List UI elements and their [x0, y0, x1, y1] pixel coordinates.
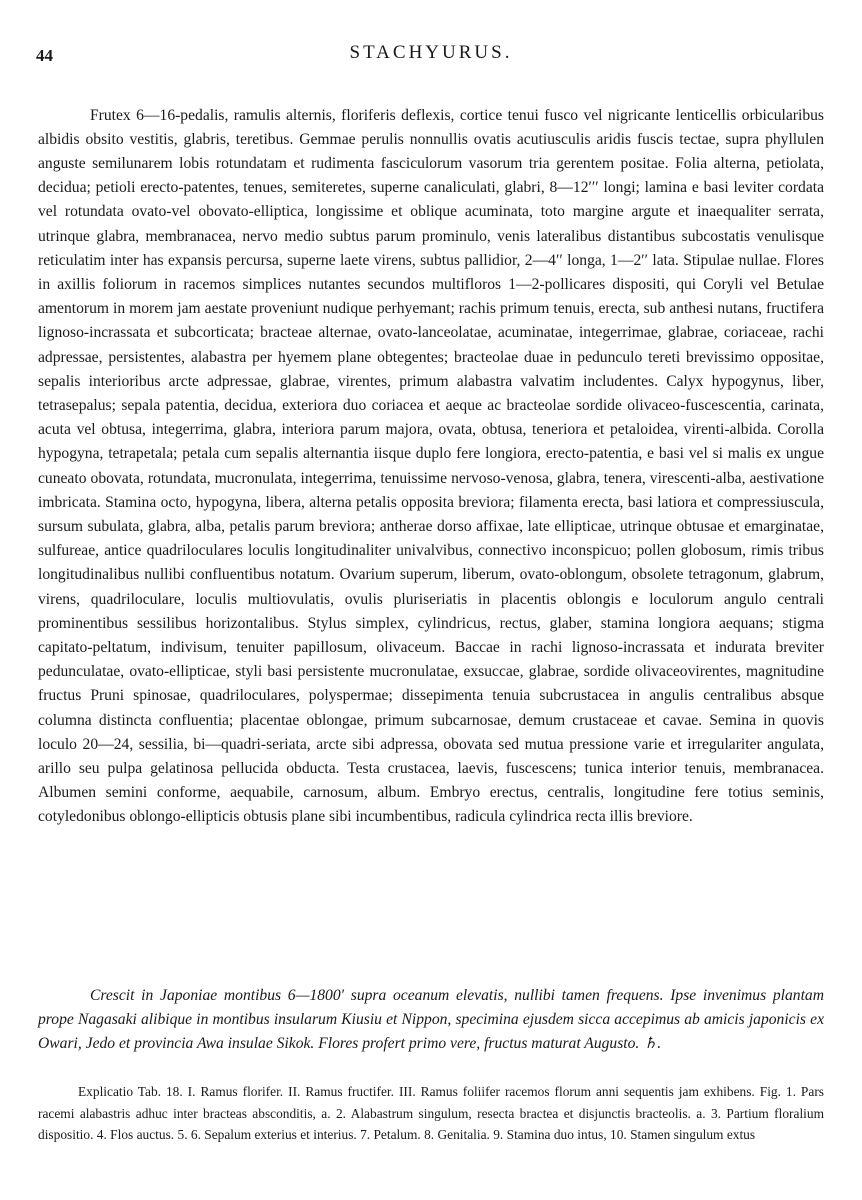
running-title: STACHYURUS.: [349, 42, 513, 63]
species-description: Frutex 6—16-pedalis, ramulis alternis, floriferis deflexis, cortice tenui fusco vel nigricante lenticellis orbicularibus albidis obsito vestitis, glabris, teretibus. Gemmae perulis nonnullis ovatis acutiusculis aridis fuscis tectae, supra phyllulen anguste semilunarem lobis rotundatam et rudimenta fasciculorum vasorum tria gerentem positae. Folia alterna, petiolata, decidua; petioli erecto-patentes, tenues, semiteretes, superne canaliculati, glabri, 8—12′′′ longi; lamina e basi leviter cordata vel rotundata ovato-vel obovato-elliptica, longissime et oblique acuminata, toto margine argute et inaequaliter serrata, utrinque glabra, membranacea, nervo medio subtus parum prominulo, venis lateralibus distantibus subcostatis venulisque reticulatim inter has expansis percursa, superne laete virens, subtus pallidior, 2—4′′ longa, 1—2′′ lata. Stipulae nullae. Flores in axillis foliorum in racemos simplices nutantes secundos multifloros 1—2-pollicares dispositi, qui Coryli vel Betulae amentorum in morem jam aestate proveniunt nudique perhyemant; rachis primum tenuis, erecta, sub anthesi nutans, fructifera lignoso-incrassata et subcorticata; bracteae alternae, ovato-lanceolatae, acuminatae, integerrimae, glabrae, coriaceae, rachi adpressae, persistentes, alabastra per hyemem plane obtegentes; bracteolae duae in pedunculo tereti brevissimo oppositae, sepalis interioribus arcte adpressae, glabrae, virentes, primum alabastra valvatim includentes. Calyx hypogynus, liber, tetrasepalus; sepala patentia, decidua, exteriora duo coriacea et aeque ac bracteolae sordide olivaceo-fuscescentia, carinata, acuta vel obtusa, integerrima, glabra, interiora parum majora, ovata, obtusa, teneriora et petaloidea, virenti-albida. Corolla hypogyna, tetrapetala; petala cum sepalis alternantia iisque duplo fere longiora, erecto-patentia, e basi vel si malis ex ungue cuneato obovata, rotundata, mucronulata, integerrima, tenuissime nervoso-venosa, glabra, tenera, virescenti-alba, aestivatione imbricata. Stamina octo, hypogyna, libera, alterna petalis opposita breviora; filamenta erecta, basi latiora et compressiuscula, sursum subulata, glabra, alba, petalis parum breviora; antherae dorso affixae, late ellipticae, utrinque obtusae et emarginatae, sulfureae, antice quadriloculares loculis longitudinaliter univalvibus, connectivo inconspicuo; pollen globosum, rimis tribus longitudinalibus nullibi confluentibus notatum. Ovarium superum, liberum, ovato-oblongum, obsolete tetragonum, glabrum, virens, quadriloculare, loculis multiovulatis, ovulis pluriseriatis in placentis oblongis e loculorum angulo centrali prominentibus sessilibus horizontalibus. Stylus simplex, cylindricus, rectus, glaber, stamina longiora aequans; stigma capitato-peltatum, indivisum, tenuiter papillosum, olivaceum. Baccae in rachi lignoso-incrassata et indurata breviter pedunculatae, ovato-ellipticae, styli basi persistente mucronulatae, exsuccae, glabrae, sordide olivaceovirentes, magnitudine fructus Pruni spinosae, quadriloculares, polyspermae; dissepimenta tenuia subcrustacea in angulis centralibus absque columna distincta confluentia; placentae oblongae, primum subcarnosae, demum crustaceae et cavae. Semina in quovis loculo 20—24, sessilia, bi—quadri-seriata, arcte sibi adpressa, obovata sed mutua pressione varie et irregulariter angulata, arillo seu pulpa gelatinosa pellucida obducta. Testa crustacea, laevis, fuscescens; tunica interior tenuis, membranacea. Albumen semini conforme, aequabile, carnosum, album. Embryo erectus, centralis, longitudine fere totius seminis, cotyledonibus oblongo-ellipticis obtusis plane sibi incumbentibus, radicula cylindrica recta illis breviore.: [38, 106, 824, 826]
page-number: 44: [36, 46, 53, 65]
habitat-paragraph: Crescit in Japoniae montibus 6—1800′ supra oceanum elevatis, nullibi tamen frequens. Ipse invenimus plantam prope Nagasaki alibique in montibus insularum Kiusiu et Nippon, specimina ejusdem sicca accepimus ab amicis japonicis ex Owari, Jedo et provincia Awa insulae Sikok. Flores profert primo vere, fructus maturat Augusto. ♄.: [38, 986, 824, 1052]
plate-explanation: Explicatio Tab. 18. I. Ramus florifer. II. Ramus fructifer. III. Ramus foliifer racemos florum anni sequentis jam exhibens. Fig. 1. Pars racemi alabastris adhuc inter bracteas absconditis, a. 2. Alabastrum singulum, resecta bractea et disjunctis bracteolis. a. 3. Partium floralium dispositio. 4. Flos auctus. 5. 6. Sepalum exterius et interius. 7. Petalum. 8. Genitalia. 9. Stamina duo intus, 10. Stamen singulum extus: [38, 1084, 824, 1143]
